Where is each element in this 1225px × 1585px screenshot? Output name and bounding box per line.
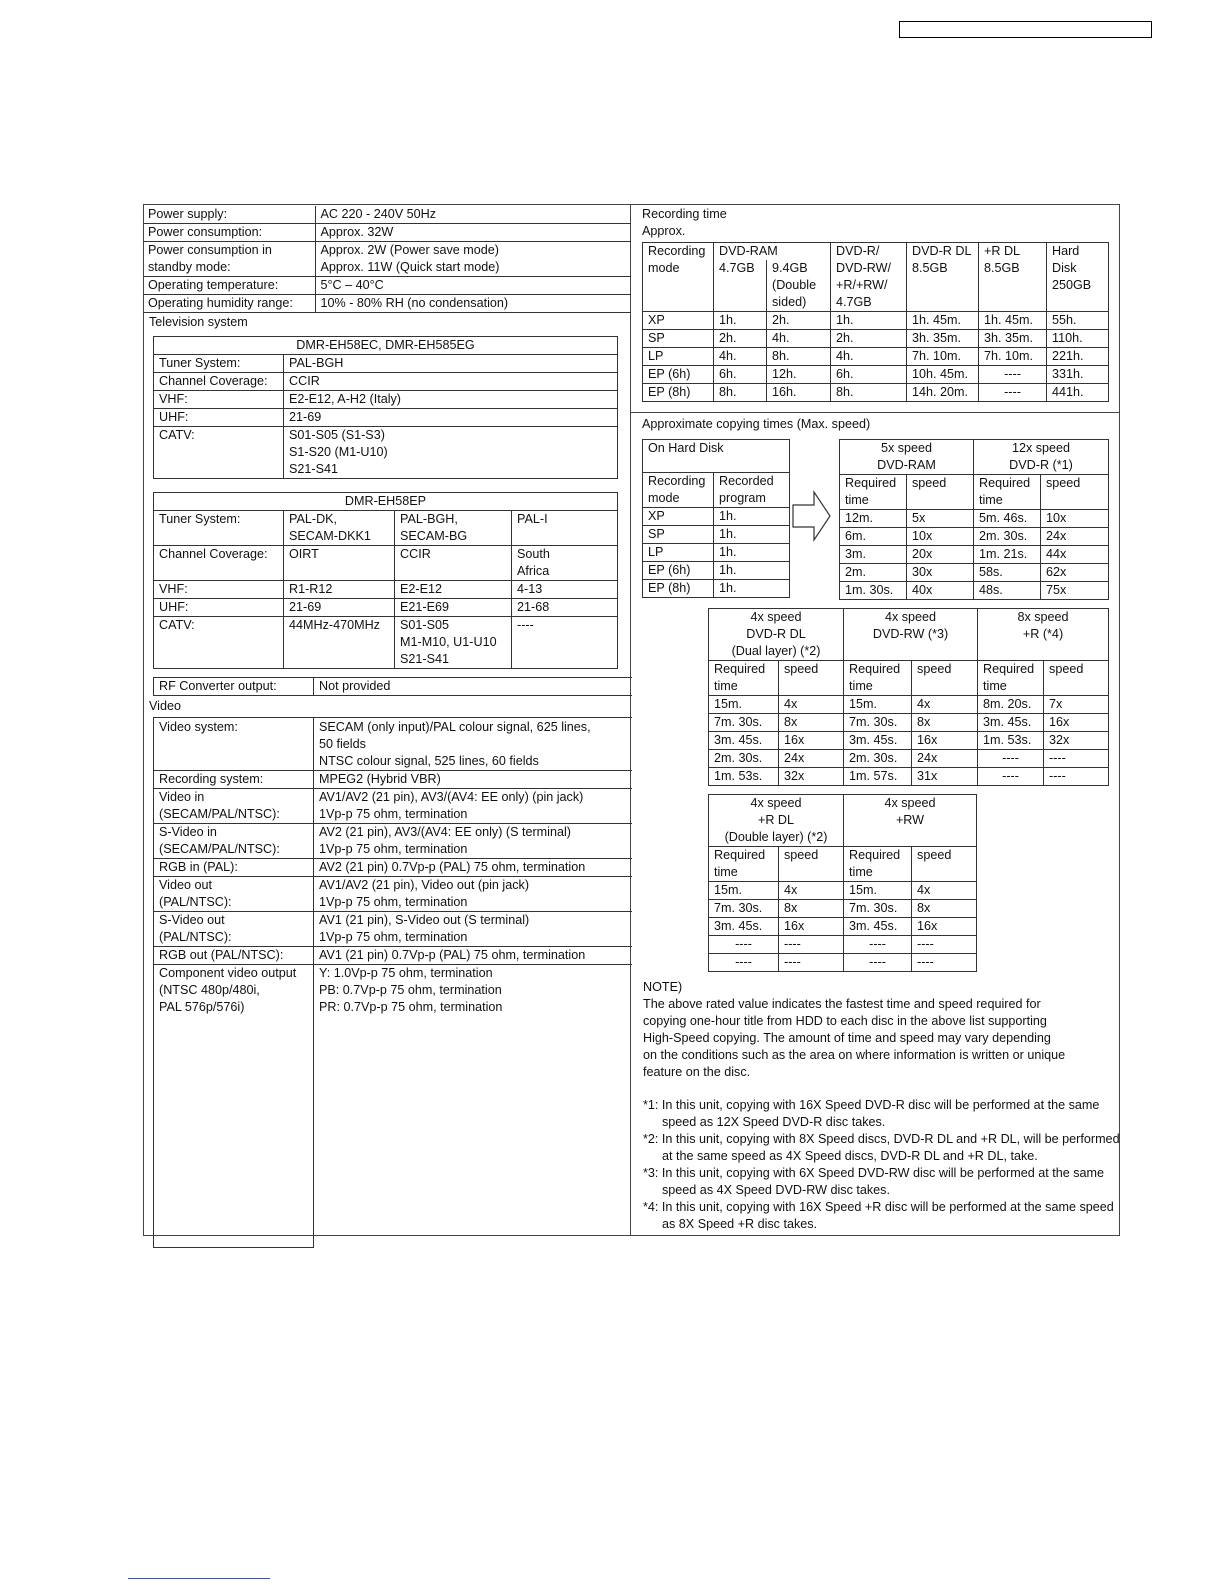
table-row: RGB out (PAL/NTSC): AV1 (21 pin) 0.7Vp-p (PAL) 75 ohm, termination: [154, 947, 632, 965]
table-row: Component video output (NTSC 480p/480i, PAL 576p/576i) Y: 1.0Vp-p 75 ohm, termination PB: 0.7Vp-p 75 ohm, termination PR: 0.7Vp-p 75 ohm, termination: [154, 965, 632, 1248]
footnote: *3: In this unit, copying with 6X Speed DVD-RW disc will be performed at the same speed as 4X Speed DVD-RW disc takes.: [643, 1166, 1105, 1197]
tv2-title: DMR-EH58EP: [154, 493, 618, 511]
footnotes: [643, 1097, 1123, 1233]
table-row: 1m. 30s. 40x 48s. 75x: [840, 582, 1109, 600]
table-row: CATV: S01-S05 (S1-S3) S1-S20 (M1-U10) S21-S41: [154, 427, 618, 479]
table-row: VHF: R1-R12 E2-E12 4-13: [154, 581, 618, 599]
table-row: 2m. 30s. 24x 2m. 30s. 24x ---- ----: [709, 750, 1109, 768]
table-row: VHF: E2-E12, A-H2 (Italy): [154, 391, 618, 409]
table-row: Video system: SECAM (only input)/PAL colour signal, 625 lines, 50 fields NTSC colour signal, 525 lines, 60 fields: [154, 718, 632, 771]
speed-table-dl-rw-r: 4x speed DVD-R DL (Dual layer) (*2) 4x speed DVD-RW (*3) 8x speed +R (*4) Required time speed Required time speed Required time speed 15m. 4x 15m. 4x 8m. 20s. 7x 7m. 30s. 8x 7m. 30s. 8x 3m. 45s. 16x 3m. 45s. 16x 3m. 45s. 16x 1m. 53s. 32x 2m. 30s. 24x 2m. 30s. 24x ---- ---- 1m. 53s. 32x 1m. 57s. 31x ---- ----: [708, 608, 1109, 786]
table-row: 7m. 30s. 8x 7m. 30s. 8x: [709, 900, 977, 918]
table-row: SP 1h.: [643, 526, 790, 544]
tv-system-table-2: [153, 492, 618, 669]
table-row: ---- ---- ---- ----: [709, 954, 977, 972]
video-specs-table: [153, 717, 632, 1248]
footnote: *1: In this unit, copying with 16X Speed DVD-R disc will be performed at the same speed as 12X Speed DVD-R disc takes.: [643, 1098, 1100, 1129]
table-row: 1m. 53s. 32x 1m. 57s. 31x ---- ----: [709, 768, 1109, 786]
table-row: Operating humidity range: 10% - 80% RH (no condensation): [143, 295, 631, 313]
table-row: 7m. 30s. 8x 7m. 30s. 8x 3m. 45s. 16x: [709, 714, 1109, 732]
table-row: EP (6h) 6h. 12h. 6h. 10h. 45m. ---- 331h.: [643, 366, 1109, 384]
table-row: Power consumption in standby mode: Approx. 2W (Power save mode) Approx. 11W (Quick start mode): [143, 242, 631, 277]
table-row: Channel Coverage: OIRT CCIR South Africa: [154, 546, 618, 581]
table-row: XP 1h. 2h. 1h. 1h. 45m. 1h. 45m. 55h.: [643, 312, 1109, 330]
general-specs-table: [143, 206, 631, 313]
table-row: 3m. 20x 1m. 21s. 44x: [840, 546, 1109, 564]
table-row: LP 1h.: [643, 544, 790, 562]
recording-time-label: Recording time Approx.: [642, 207, 727, 238]
table-row: ---- ---- ---- ----: [709, 936, 977, 954]
table-row: SP 2h. 4h. 2h. 3h. 35m. 3h. 35m. 110h.: [643, 330, 1109, 348]
table-row: RGB in (PAL): AV2 (21 pin) 0.7Vp-p (PAL) 75 ohm, termination: [154, 859, 632, 877]
table-row: Tuner System: PAL-BGH: [154, 355, 618, 373]
header-box: [899, 21, 1152, 38]
copy-note: NOTE) The above rated value indicates the fastest time and speed required for copying one-hour title from HDD to each disc in the above list supporting High-Speed copying. The amount of time and speed may vary depending on the conditions such as the area on where information is written or unique feature on the disc.: [643, 980, 1066, 1079]
footnote: *4: In this unit, copying with 16X Speed +R disc will be performed at the same speed as 8X Speed +R disc takes.: [643, 1200, 1114, 1231]
table-row: EP (6h) 1h.: [643, 562, 790, 580]
table-row: 6m. 10x 2m. 30s. 24x: [840, 528, 1109, 546]
section-divider: [631, 412, 1120, 413]
arrow-right-icon: [790, 490, 832, 542]
table-row: Channel Coverage: CCIR: [154, 373, 618, 391]
table-row: S-Video out (PAL/NTSC): AV1 (21 pin), S-Video out (S terminal) 1Vp-p 75 ohm, termination: [154, 912, 632, 947]
table-row: 15m. 4x 15m. 4x: [709, 882, 977, 900]
table-row: Power supply: AC 220 - 240V 50Hz: [143, 206, 631, 224]
hdd-title: On Hard Disk: [643, 440, 790, 473]
footnote: *2: In this unit, copying with 8X Speed discs, DVD-R DL and +R DL, will be performed at the same speed as 4X Speed discs, DVD-R DL and +R DL, take.: [643, 1132, 1120, 1163]
table-row: Operating temperature: 5°C – 40°C: [143, 277, 631, 295]
table-row: Tuner System: PAL-DK, SECAM-DKK1 PAL-BGH, SECAM-BG PAL-I: [154, 511, 618, 546]
speed-table-rdl-rw: 4x speed +R DL (Double layer) (*2) 4x speed +RW Required time speed Required time speed 15m. 4x 15m. 4x 7m. 30s. 8x 7m. 30s. 8x 3m. 45s. 16x 3m. 45s. 16x ---- ---- ---- ---- ---- ---- ---- ----: [708, 794, 977, 972]
speed-table-ram-dvdr: 5x speed DVD-RAM 12x speed DVD-R (*1) Required time speed Required time speed 12m. 5x 5m. 46s. 10x 6m. 10x 2m. 30s. 24x 3m. 20x 1m. 21s. 44x 2m. 30x 58s. 62x 1m. 30s. 40x 48s. 75x: [839, 439, 1109, 600]
table-row: 3m. 45s. 16x 3m. 45s. 16x: [709, 918, 977, 936]
table-row: Video in (SECAM/PAL/NTSC): AV1/AV2 (21 pin), AV3/(AV4: EE only) (pin jack) 1Vp-p 75 ohm, termination: [154, 789, 632, 824]
table-row: UHF: 21-69: [154, 409, 618, 427]
table-row: 15m. 4x 15m. 4x 8m. 20s. 7x: [709, 696, 1109, 714]
tv-system-label: Television system: [149, 315, 248, 329]
tv1-title: DMR-EH58EC, DMR-EH585EG: [154, 337, 618, 355]
table-row: Power consumption: Approx. 32W: [143, 224, 631, 242]
table-row: UHF: 21-69 E21-E69 21-68: [154, 599, 618, 617]
table-row: 3m. 45s. 16x 3m. 45s. 16x 1m. 53s. 32x: [709, 732, 1109, 750]
table-row: 2m. 30x 58s. 62x: [840, 564, 1109, 582]
rf-converter-table: [153, 677, 632, 696]
table-row: EP (8h) 8h. 16h. 8h. 14h. 20m. ---- 441h.: [643, 384, 1109, 402]
table-row: RF Converter output: Not provided: [154, 678, 632, 696]
table-row: LP 4h. 8h. 4h. 7h. 10m. 7h. 10m. 221h.: [643, 348, 1109, 366]
copying-times-label: Approximate copying times (Max. speed): [642, 417, 871, 431]
table-row: CATV: 44MHz-470MHz S01-S05 M1-M10, U1-U10 S21-S41 ----: [154, 617, 618, 669]
hard-disk-table: On Hard Disk Recording mode Recorded program XP 1h. SP 1h. LP 1h. EP (6h) 1h. EP (8h) 1h.: [642, 439, 790, 598]
table-row: Recording system: MPEG2 (Hybrid VBR): [154, 771, 632, 789]
recording-time-table: Recording mode DVD-RAM DVD-R/ DVD-RW/ +R/+RW/ 4.7GB DVD-R DL 8.5GB +R DL 8.5GB Hard Disk 250GB 4.7GB 9.4GB (Double sided) XP 1h. 2h. 1h. 1h. 45m. 1h. 45m. 55h. SP 2h. 4h. 2h. 3h. 35m. 3h. 35m. 110h. LP 4h. 8h. 4h. 7h. 10m. 7h. 10m. 221h. EP (6h) 6h. 12h. 6h. 10h. 45m. ---- 331h. EP (8h) 8h. 16h. 8h. 14h. 20m. ---- 441h.: [642, 242, 1109, 402]
tv-system-table-1: [153, 336, 618, 479]
table-row: EP (8h) 1h.: [643, 580, 790, 598]
table-row: Video out (PAL/NTSC): AV1/AV2 (21 pin), Video out (pin jack) 1Vp-p 75 ohm, termination: [154, 877, 632, 912]
table-row: 12m. 5x 5m. 46s. 10x: [840, 510, 1109, 528]
footer-link-line: [128, 1578, 270, 1579]
table-row: XP 1h.: [643, 508, 790, 526]
table-row: S-Video in (SECAM/PAL/NTSC): AV2 (21 pin), AV3/(AV4: EE only) (S terminal) 1Vp-p 75 ohm, termination: [154, 824, 632, 859]
video-label: Video: [149, 699, 181, 713]
